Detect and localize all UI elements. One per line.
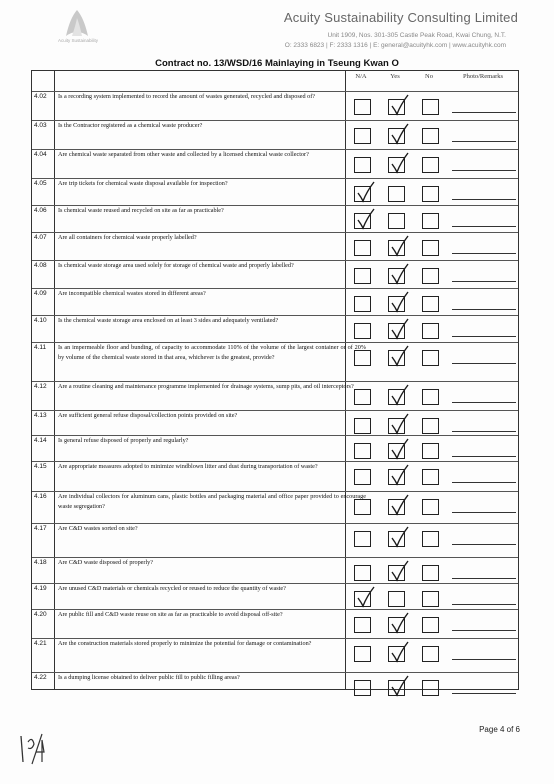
checkbox-na[interactable] bbox=[354, 268, 371, 284]
checkbox-no[interactable] bbox=[422, 186, 439, 202]
table-row bbox=[32, 120, 518, 149]
page-number: Page 4 of 6 bbox=[479, 725, 520, 734]
remarks-line[interactable] bbox=[452, 112, 516, 113]
table-row bbox=[32, 260, 518, 288]
remarks-line[interactable] bbox=[452, 363, 516, 364]
table-row bbox=[32, 288, 518, 315]
row-number: 4.19 bbox=[34, 585, 47, 592]
row-question: Are all containers for chemical waste properly labelled? bbox=[58, 234, 197, 241]
checkbox-yes[interactable] bbox=[388, 99, 405, 115]
checkbox-na[interactable] bbox=[354, 469, 371, 485]
checkmark-icon bbox=[388, 291, 410, 313]
remarks-line[interactable] bbox=[452, 578, 516, 579]
checkmark-icon bbox=[388, 235, 410, 257]
checkbox-na[interactable] bbox=[354, 240, 371, 256]
remarks-line[interactable] bbox=[452, 693, 516, 694]
row-question: Are C&D waste disposed of properly? bbox=[58, 559, 154, 566]
table-row bbox=[32, 205, 518, 232]
checkbox-no[interactable] bbox=[422, 240, 439, 256]
table-row bbox=[32, 609, 518, 638]
remarks-line[interactable] bbox=[452, 659, 516, 660]
column-header-remarks: Photo/Remarks bbox=[462, 73, 504, 80]
remarks-line[interactable] bbox=[452, 170, 516, 171]
table-row bbox=[32, 315, 518, 342]
checkbox-no[interactable] bbox=[422, 389, 439, 405]
checkbox-no[interactable] bbox=[422, 128, 439, 144]
contract-title: Contract no. 13/WSD/16 Mainlaying in Tseung Kwan O bbox=[155, 58, 399, 69]
checkbox-no[interactable] bbox=[422, 617, 439, 633]
row-number: 4.17 bbox=[34, 525, 47, 532]
row-question: Are public fill and C&D waste reuse on site as far as practicable to avoid disposal off-site? bbox=[58, 611, 283, 618]
row-number: 4.06 bbox=[34, 207, 47, 214]
checkbox-yes[interactable] bbox=[388, 296, 405, 312]
row-number: 4.20 bbox=[34, 611, 47, 618]
checkmark-icon bbox=[354, 181, 376, 203]
checkbox-yes[interactable] bbox=[388, 646, 405, 662]
checkbox-yes[interactable] bbox=[388, 469, 405, 485]
row-number: 4.18 bbox=[34, 559, 47, 566]
checkbox-na[interactable] bbox=[354, 591, 371, 607]
row-number: 4.22 bbox=[34, 674, 47, 681]
row-question: Are incompatible chemical wastes stored in different areas? bbox=[58, 290, 206, 297]
checkbox-na[interactable] bbox=[354, 499, 371, 515]
checkbox-no[interactable] bbox=[422, 268, 439, 284]
row-question: Are chemical waste separated from other waste and collected by a licensed chemical waste collector? bbox=[58, 151, 309, 158]
row-question: Are a routine cleaning and maintenance programme implemented for drainage systems, sump pits, and oil interceptors? bbox=[58, 383, 354, 390]
checkbox-yes[interactable] bbox=[388, 443, 405, 459]
company-address: Unit 1909, Nos. 301-305 Castle Peak Road, Kwai Chung, N.T. bbox=[327, 32, 506, 39]
checkbox-na[interactable] bbox=[354, 296, 371, 312]
checkbox-na[interactable] bbox=[354, 443, 371, 459]
checkbox-na[interactable] bbox=[354, 350, 371, 366]
row-number: 4.09 bbox=[34, 290, 47, 297]
checkbox-no[interactable] bbox=[422, 323, 439, 339]
checkbox-yes[interactable] bbox=[388, 591, 405, 607]
checkbox-yes[interactable] bbox=[388, 128, 405, 144]
company-name: Acuity Sustainability Consulting Limited bbox=[283, 10, 518, 25]
checkbox-na[interactable] bbox=[354, 323, 371, 339]
checkbox-no[interactable] bbox=[422, 418, 439, 434]
remarks-line[interactable] bbox=[452, 456, 516, 457]
logo-text: Acuity Sustainability bbox=[57, 38, 99, 43]
row-question: Are individual collectors for aluminum cans, plastic bottles and packaging material and office paper provided to encourage waste segregation? bbox=[58, 493, 366, 510]
checkbox-na[interactable] bbox=[354, 389, 371, 405]
row-number: 4.21 bbox=[34, 640, 47, 647]
checkbox-na[interactable] bbox=[354, 565, 371, 581]
row-number: 4.14 bbox=[34, 437, 47, 444]
checkbox-yes[interactable] bbox=[388, 268, 405, 284]
checkmark-icon bbox=[388, 464, 410, 486]
remarks-line[interactable] bbox=[452, 604, 516, 605]
row-question: Is the chemical waste storage area enclosed on at least 3 sides and adequately ventilated? bbox=[58, 317, 279, 324]
remarks-line[interactable] bbox=[452, 281, 516, 282]
table-row bbox=[32, 232, 518, 260]
row-number: 4.11 bbox=[34, 344, 47, 351]
checkbox-no[interactable] bbox=[422, 591, 439, 607]
row-number: 4.08 bbox=[34, 262, 47, 269]
checkbox-na[interactable] bbox=[354, 531, 371, 547]
row-question: Is an impermeable floor and bunding, of capacity to accommodate 110% of the volume of the largest container or of 20% by volume of the chemical waste stored in that area, whichever is the greatest, provide? bbox=[58, 344, 366, 361]
checklist-table bbox=[31, 70, 519, 690]
table-row bbox=[32, 583, 518, 609]
table-row bbox=[32, 91, 518, 120]
table-row bbox=[32, 638, 518, 672]
checkbox-no[interactable] bbox=[422, 469, 439, 485]
checkmark-icon bbox=[388, 494, 410, 516]
checkbox-no[interactable] bbox=[422, 350, 439, 366]
remarks-line[interactable] bbox=[452, 141, 516, 142]
column-header-no: No bbox=[425, 73, 433, 80]
table-row bbox=[32, 557, 518, 583]
checkbox-yes[interactable] bbox=[388, 350, 405, 366]
column-header-yes: Yes bbox=[390, 73, 400, 80]
row-question: Is a recording system implemented to record the amount of wastes generated, recycled and disposed of? bbox=[58, 93, 316, 100]
checkbox-no[interactable] bbox=[422, 646, 439, 662]
table-row bbox=[32, 178, 518, 205]
checkmark-icon bbox=[354, 208, 376, 230]
checkbox-no[interactable] bbox=[422, 157, 439, 173]
table-row bbox=[32, 672, 518, 689]
row-question: Are C&D wastes sorted on site? bbox=[58, 525, 138, 532]
checkbox-yes[interactable] bbox=[388, 186, 405, 202]
checkbox-no[interactable] bbox=[422, 565, 439, 581]
checkbox-yes[interactable] bbox=[388, 565, 405, 581]
checkmark-icon bbox=[388, 641, 410, 663]
checkmark-icon bbox=[388, 152, 410, 174]
row-number: 4.05 bbox=[34, 180, 47, 187]
handwritten-signature bbox=[18, 728, 48, 768]
row-number: 4.02 bbox=[34, 93, 47, 100]
checkmark-icon bbox=[388, 438, 410, 460]
checkbox-no[interactable] bbox=[422, 296, 439, 312]
checkbox-no[interactable] bbox=[422, 499, 439, 515]
row-number: 4.10 bbox=[34, 317, 47, 324]
checkbox-yes[interactable] bbox=[388, 213, 405, 229]
remarks-line[interactable] bbox=[452, 336, 516, 337]
row-number: 4.04 bbox=[34, 151, 47, 158]
checkbox-yes[interactable] bbox=[388, 157, 405, 173]
row-number: 4.15 bbox=[34, 463, 47, 470]
row-question: Are appropriate measures adopted to minimize windblown litter and dust during transportation of waste? bbox=[58, 463, 318, 470]
row-question: Is chemical waste reused and recycled on site as far as practicable? bbox=[58, 207, 224, 214]
checkbox-na[interactable] bbox=[354, 617, 371, 633]
table-row bbox=[32, 381, 518, 410]
table-row bbox=[32, 410, 518, 435]
company-contact: O: 2333 6823 | F: 2333 1316 | E: general@acuityhk.com | www.acuityhk.com bbox=[284, 42, 506, 49]
checkbox-no[interactable] bbox=[422, 531, 439, 547]
checkbox-yes[interactable] bbox=[388, 418, 405, 434]
checkbox-no[interactable] bbox=[422, 680, 439, 696]
checkbox-yes[interactable] bbox=[388, 499, 405, 515]
checkbox-na[interactable] bbox=[354, 646, 371, 662]
checkbox-no[interactable] bbox=[422, 443, 439, 459]
checkmark-icon bbox=[388, 675, 410, 697]
remarks-line[interactable] bbox=[452, 482, 516, 483]
checkbox-na[interactable] bbox=[354, 128, 371, 144]
checkmark-icon bbox=[388, 345, 410, 367]
checkmark-icon bbox=[388, 384, 410, 406]
row-question: Is the Contractor registered as a chemical waste producer? bbox=[58, 122, 203, 129]
checkbox-yes[interactable] bbox=[388, 389, 405, 405]
checkbox-yes[interactable] bbox=[388, 240, 405, 256]
checkmark-icon bbox=[388, 318, 410, 340]
checkbox-yes[interactable] bbox=[388, 680, 405, 696]
acuity-logo-icon bbox=[52, 6, 102, 54]
checkmark-icon bbox=[388, 123, 410, 145]
table-row bbox=[32, 342, 518, 381]
checkmark-icon bbox=[388, 560, 410, 582]
row-question: Are sufficient general refuse disposal/collection points provided on site? bbox=[58, 412, 238, 419]
row-question: Is chemical waste storage area used solely for storage of chemical waste and properly labelled? bbox=[58, 262, 294, 269]
remarks-line[interactable] bbox=[452, 199, 516, 200]
row-number: 4.03 bbox=[34, 122, 47, 129]
checkbox-na[interactable] bbox=[354, 418, 371, 434]
checkbox-no[interactable] bbox=[422, 213, 439, 229]
column-header-na: N/A bbox=[355, 73, 367, 80]
row-number: 4.12 bbox=[34, 383, 47, 390]
row-question: Is a dumping license obtained to deliver public fill to public filling areas? bbox=[58, 674, 240, 681]
remarks-line[interactable] bbox=[452, 309, 516, 310]
row-number: 4.13 bbox=[34, 412, 47, 419]
checkbox-yes[interactable] bbox=[388, 323, 405, 339]
checkmark-icon bbox=[354, 586, 376, 608]
row-number: 4.07 bbox=[34, 234, 47, 241]
checkmark-icon bbox=[388, 526, 410, 548]
row-question: Are unused C&D materials or chemicals recycled or reused to reduce the quantity of waste? bbox=[58, 585, 286, 592]
remarks-line[interactable] bbox=[452, 431, 516, 432]
checkbox-na[interactable] bbox=[354, 157, 371, 173]
remarks-line[interactable] bbox=[452, 544, 516, 545]
table-row bbox=[32, 523, 518, 557]
remarks-line[interactable] bbox=[452, 512, 516, 513]
table-row bbox=[32, 461, 518, 491]
remarks-line[interactable] bbox=[452, 630, 516, 631]
checkmark-icon bbox=[388, 263, 410, 285]
checkbox-na[interactable] bbox=[354, 99, 371, 115]
row-question: Are the construction materials stored properly to minimize the potential for damage or contamination? bbox=[58, 640, 312, 647]
checkbox-na[interactable] bbox=[354, 213, 371, 229]
table-row bbox=[32, 491, 518, 523]
remarks-line[interactable] bbox=[452, 226, 516, 227]
table-row bbox=[32, 149, 518, 178]
checkbox-no[interactable] bbox=[422, 99, 439, 115]
remarks-line[interactable] bbox=[452, 402, 516, 403]
checkmark-icon bbox=[388, 612, 410, 634]
checkbox-na[interactable] bbox=[354, 186, 371, 202]
row-question: Are trip tickets for chemical waste disposal available for inspection? bbox=[58, 180, 228, 187]
row-number: 4.16 bbox=[34, 493, 47, 500]
table-row bbox=[32, 435, 518, 461]
checkmark-icon bbox=[388, 413, 410, 435]
checkbox-na[interactable] bbox=[354, 680, 371, 696]
remarks-line[interactable] bbox=[452, 253, 516, 254]
checkbox-yes[interactable] bbox=[388, 617, 405, 633]
checkmark-icon bbox=[388, 94, 410, 116]
checkbox-yes[interactable] bbox=[388, 531, 405, 547]
row-question: Is general refuse disposed of properly and regularly? bbox=[58, 437, 189, 444]
